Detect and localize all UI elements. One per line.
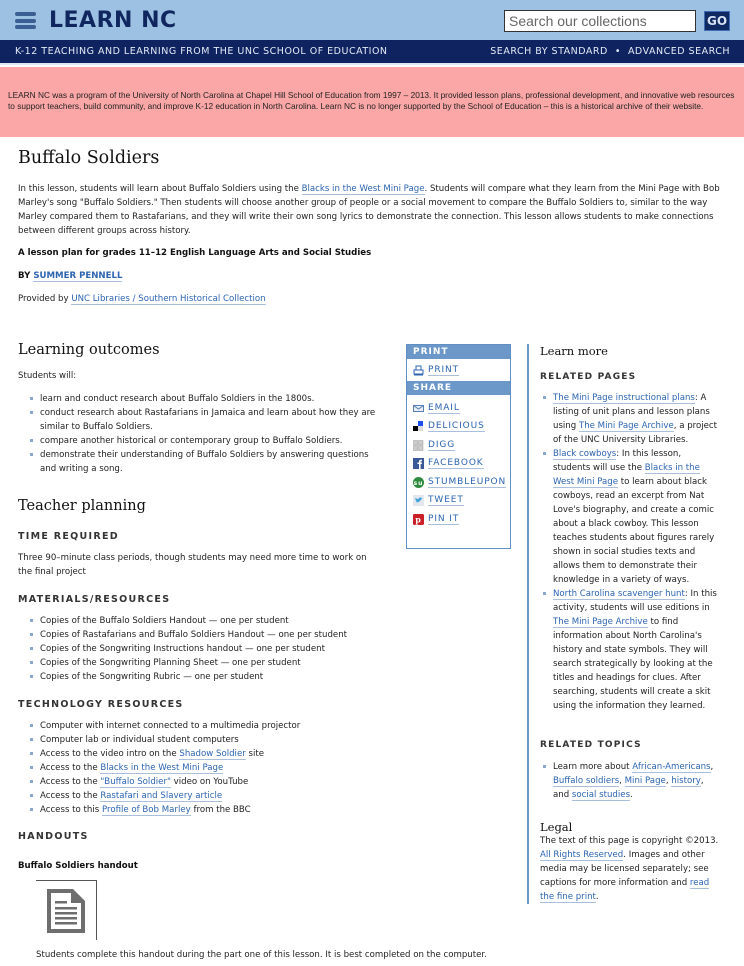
lesson-intro <box>18 182 728 238</box>
archive-notice: LEARN NC was a program of the University of North Carolina at Chapel Hill School of Education from 1997 – 2013. It provided lesson plans, professional development, and innovative web resources to support teachers, build community, and improve K-12 education in North Carolina. Learn NC is no longer supported by the School of Education – this is a historical archive of their website. <box>0 67 744 137</box>
stumbleupon-link[interactable]: STUMBLEUPON <box>428 476 507 487</box>
legal-text-3: . <box>595 892 599 902</box>
list-item: Copies of the Buffalo Soldiers Handout — one per student <box>30 614 390 628</box>
digg-icon <box>413 440 424 451</box>
item-text: Access to the video intro on the <box>40 749 180 759</box>
handout-description: Students complete this handout during the part one of this lesson. It is best completed on the computer. <box>36 950 487 960</box>
related-pages-list <box>543 391 721 713</box>
facebook-link[interactable]: FACEBOOK <box>428 458 484 469</box>
bob-marley-profile-link[interactable]: Profile of Bob Marley <box>101 805 191 815</box>
shadow-soldier-link[interactable]: Shadow Soldier <box>179 749 246 759</box>
blacks-in-west-link[interactable]: Blacks in the West Mini Page <box>301 184 425 194</box>
facebook-icon <box>413 458 424 469</box>
related-pages-heading: RELATED PAGES <box>540 372 637 382</box>
nav-links <box>490 46 730 57</box>
list-item <box>543 587 721 713</box>
by-label: BY <box>18 271 31 281</box>
item-text: , a project of the UNC University Libraries. <box>553 421 718 445</box>
technology-heading: TECHNOLOGY RESOURCES <box>18 699 184 710</box>
item-text: Computer lab or individual student computers <box>40 735 239 745</box>
list-item: learn and conduct research about Buffalo Soldiers in the 1800s. <box>30 392 385 406</box>
list-item: Copies of the Songwriting Rubric — one per student <box>30 670 390 684</box>
item-text: video on YouTube <box>170 777 249 787</box>
nav-separator: • <box>614 46 621 57</box>
technology-list <box>30 719 390 817</box>
handouts-heading: HANDOUTS <box>18 831 89 842</box>
share-delicious[interactable] <box>407 418 510 437</box>
nav-bar <box>0 40 744 65</box>
email-icon <box>413 403 424 414</box>
digg-link[interactable]: DIGG <box>428 439 456 450</box>
list-item: demonstrate their understanding of Buffalo Soldiers by answering questions and writing a song. <box>30 448 385 476</box>
legal-title: Legal <box>540 820 573 834</box>
item-text: Computer with internet connected to a multimedia projector <box>40 721 301 731</box>
materials-list <box>30 614 390 684</box>
black-cowboys-link[interactable]: Black cowboys <box>553 449 617 459</box>
document-icon <box>45 887 89 935</box>
intro-text-cont: . Students will compare what they learn from the Mini Page with Bob Marley's song "Buffalo Soldiers." Then students will choose another group of people or a social movement to compare the Buffalo Soldiers to, similar to the way Marley compared them to Rastafarians, and they will write their own song lyrics to demonstrate the connection. This lesson allows students to make connections between different groups across history. <box>18 184 720 236</box>
item-text: Access to the <box>40 763 101 773</box>
pinterest-link[interactable]: PIN IT <box>428 513 460 524</box>
list-item <box>30 775 390 789</box>
item-text: : A listing of unit plans and lesson plans using <box>553 393 710 431</box>
nc-scavenger-hunt-link[interactable]: North Carolina scavenger hunt <box>553 589 685 599</box>
list-item <box>30 719 390 733</box>
intro-text: In this lesson, students will learn about Buffalo Soldiers using the <box>18 184 302 194</box>
site-logo[interactable]: LEARN NC <box>49 8 177 33</box>
all-rights-reserved-link[interactable]: All Rights Reserved <box>540 850 624 860</box>
mini-page-plans-link[interactable]: The Mini Page instructional plans <box>553 393 695 403</box>
email-link[interactable]: EMAIL <box>428 402 460 413</box>
byline <box>18 271 122 281</box>
learn-more-title: Learn more <box>540 344 608 358</box>
blacks-in-west-sidebar-link[interactable]: Blacks in the West Mini Page <box>553 463 700 487</box>
topic-social-studies[interactable]: social studies <box>571 790 631 800</box>
fine-print-link[interactable]: read the fine print <box>540 878 710 902</box>
top-header <box>0 0 744 40</box>
outcomes-list <box>30 392 385 476</box>
menu-icon[interactable] <box>15 12 36 29</box>
share-digg[interactable] <box>407 436 510 455</box>
outcomes-lead: Students will: <box>18 371 77 381</box>
legal-text-1: The text of this page is copyright ©2013. <box>540 836 719 846</box>
item-text: Access to the <box>40 791 101 801</box>
page-title: Buffalo Soldiers <box>18 148 160 168</box>
delicious-icon <box>413 421 424 432</box>
share-header: SHARE <box>407 381 510 395</box>
materials-heading: MATERIALS/RESOURCES <box>18 594 171 605</box>
item-text: from the BBC <box>190 805 251 815</box>
item-text: : In this activity, students will use editions in <box>553 589 717 613</box>
list-item: Copies of Rastafarians and Buffalo Soldiers Handout — one per student <box>30 628 390 642</box>
blacks-in-west-mini-page-link[interactable]: Blacks in the West Mini Page <box>100 763 224 773</box>
twitter-icon <box>413 495 424 506</box>
share-email[interactable] <box>407 399 510 418</box>
svg-text:p: p <box>415 514 422 525</box>
site-tagline: K-12 TEACHING AND LEARNING FROM THE UNC SCHOOL OF EDUCATION <box>15 46 388 57</box>
print-icon <box>413 365 424 376</box>
topic-mini-page[interactable]: Mini Page <box>624 776 666 786</box>
list-item: conduct research about Rastafarians in Jamaica and learn about how they are similar to Buffalo Soldiers. <box>30 406 385 434</box>
delicious-link[interactable]: DELICIOUS <box>428 421 485 432</box>
advanced-search-link[interactable]: ADVANCED SEARCH <box>627 46 730 57</box>
share-box <box>406 344 511 549</box>
print-item[interactable] <box>407 359 510 381</box>
print-header: PRINT <box>407 345 510 359</box>
legal-text-2: . Images and other media may be licensed separately; see captions for more information and <box>540 850 709 888</box>
list-item: Copies of the Songwriting Planning Sheet — one per student <box>30 656 390 670</box>
grade-line: A lesson plan for grades 11–12 English Language Arts and Social Studies <box>18 248 372 258</box>
teacher-planning-heading: Teacher planning <box>18 498 146 514</box>
search-go-button[interactable]: GO <box>704 11 730 31</box>
learn-more-sidebar <box>527 344 727 904</box>
share-facebook[interactable] <box>407 455 510 474</box>
topics-and: and <box>553 790 572 800</box>
provided-by <box>18 294 266 304</box>
mini-page-archive-link-2[interactable]: The Mini Page Archive <box>553 617 648 627</box>
time-required-text: Three 90–minute class periods, though students may need more time to work on the final project <box>18 553 367 577</box>
tweet-link[interactable]: TWEET <box>428 495 464 506</box>
time-required-heading: TIME REQUIRED <box>18 531 119 542</box>
share-stumbleupon[interactable] <box>407 473 510 492</box>
list-item <box>30 747 390 761</box>
list-item: Copies of the Songwriting Instructions handout — one per student <box>30 642 390 656</box>
item-text: Access to the <box>40 777 101 787</box>
list-item <box>30 761 390 775</box>
legal-text <box>540 834 725 904</box>
item-text: site <box>245 749 265 759</box>
share-tweet[interactable] <box>407 492 510 511</box>
rastafari-slavery-link[interactable]: Rastafari and Slavery article <box>100 791 223 801</box>
provider-link[interactable]: UNC Libraries / Southern Historical Collection <box>71 294 266 304</box>
buffalo-soldier-video-link[interactable]: "Buffalo Soldier" <box>100 777 171 787</box>
provided-label: Provided by <box>18 294 69 304</box>
search-by-standard-link[interactable]: SEARCH BY STANDARD <box>490 46 608 57</box>
list-item: compare another historical or contemporary group to Buffalo Soldiers. <box>30 434 385 448</box>
list-item <box>30 803 390 817</box>
pinterest-icon <box>413 514 424 525</box>
stumbleupon-icon <box>413 477 424 488</box>
author-link[interactable]: SUMMER PENNELL <box>33 271 123 281</box>
list-item <box>30 733 390 747</box>
list-item: Learn more about African-Americans, Buffalo soldiers, Mini Page, history, and social studies. <box>543 760 721 802</box>
list-item <box>30 789 390 803</box>
list-item <box>543 391 721 447</box>
related-topics-heading: RELATED TOPICS <box>540 740 642 750</box>
handout-thumbnail[interactable] <box>36 880 97 940</box>
item-text: : In this lesson, students will use the <box>553 449 682 473</box>
mini-page-archive-link[interactable]: The Mini Page Archive <box>578 421 674 431</box>
print-link[interactable]: PRINT <box>428 364 460 375</box>
topics-lead: Learn more about <box>553 762 633 772</box>
item-text: to find information about North Carolina's history and state symbols. They will search strategically by looking at the titles and headings for clues. After searching, students will create a skit using the information they learned. <box>553 617 713 711</box>
handout-title: Buffalo Soldiers handout <box>18 861 138 871</box>
related-topics-list <box>543 760 721 802</box>
share-pinterest[interactable] <box>407 510 510 529</box>
item-text: to learn about black cowboys, read an excerpt from Nat Love's biography, and create a comic about a black cowboy. This lesson teaches students about figures rarely shown in social studies texts and allows them to demonstrate their knowledge in a variety of ways. <box>553 477 715 585</box>
svg-text:su: su <box>413 479 424 487</box>
search-input[interactable] <box>504 10 696 32</box>
learning-outcomes-heading: Learning outcomes <box>18 342 160 358</box>
topic-african-americans[interactable]: African-Americans <box>632 762 711 772</box>
topic-buffalo-soldiers[interactable]: Buffalo soldiers <box>553 776 620 786</box>
topic-history[interactable]: history <box>671 776 701 786</box>
item-text: Access to this <box>40 805 102 815</box>
list-item <box>543 447 721 587</box>
